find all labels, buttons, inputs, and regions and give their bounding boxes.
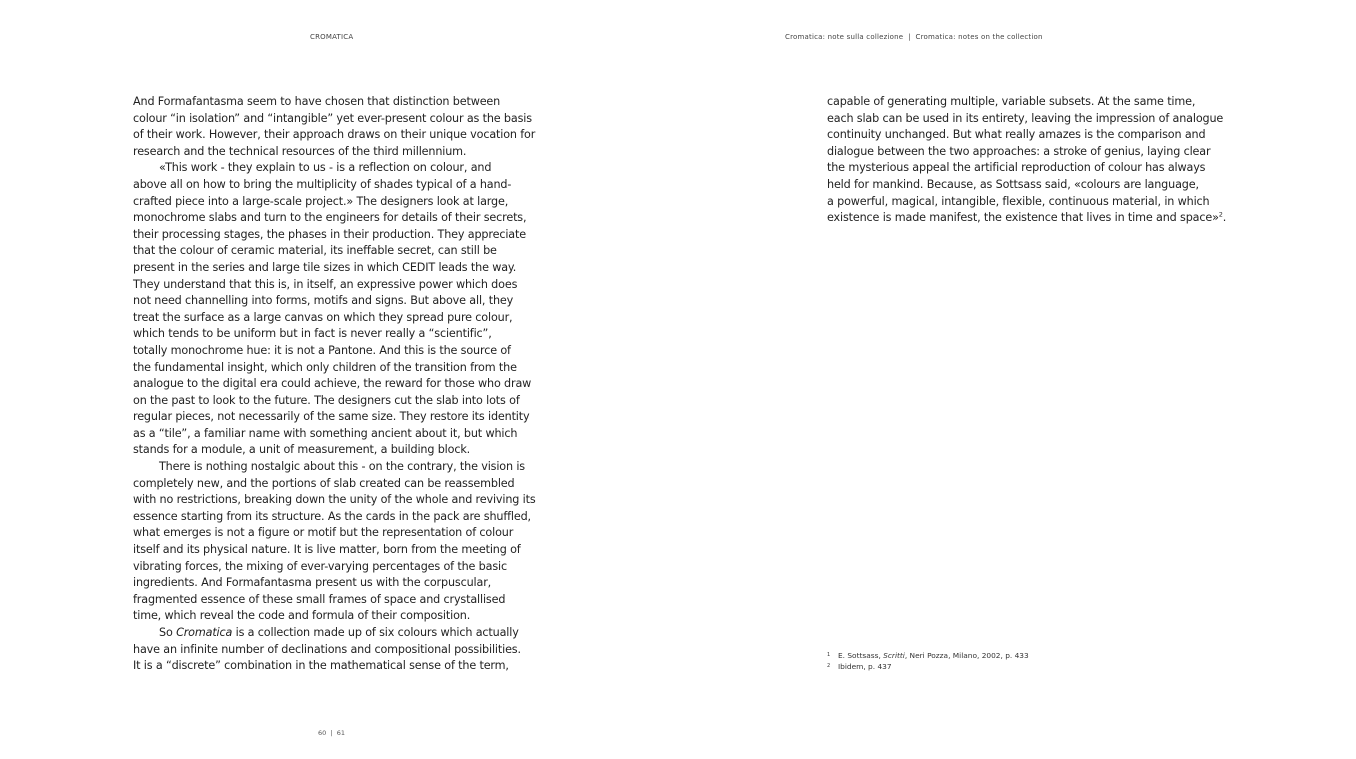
text-line: what emerges is not a figure or motif but the representation of colour <box>133 526 514 540</box>
running-head-left: CROMATICA <box>310 33 354 41</box>
text-line: It is a “discrete” combination in the mathematical sense of the term, <box>133 659 509 673</box>
text-fragment: is a collection made up of six colours which actually <box>232 626 519 639</box>
text-line: each slab can be used in its entirety, leaving the impression of analogue <box>827 111 1224 125</box>
text-line: not need channelling into forms, motifs and signs. But above all, they <box>133 294 514 308</box>
text-line: analogue to the digital era could achieve, the reward for those who draw <box>133 377 532 391</box>
text-line: which tends to be uniform but in fact is never really a “scientific”, <box>133 327 492 341</box>
left-page-body <box>133 94 553 675</box>
text-line: colour “in isolation” and “intangible” yet ever-present colour as the basis <box>133 111 532 125</box>
footnote-text: , Neri Pozza, Milano, 2002, p. 433 <box>904 651 1029 660</box>
footnote-ref[interactable]: 2 <box>1218 210 1223 219</box>
text-line: itself and its physical nature. It is live matter, born from the meeting of <box>133 543 521 557</box>
running-head-right: Cromatica: note sulla collezione | Cromatica: notes on the collection <box>785 33 1043 41</box>
collection-name: Cromatica <box>176 626 233 639</box>
text-line: They understand that this is, in itself, an expressive power which does <box>133 277 518 291</box>
text-line: ingredients. And Formafantasma present us with the corpuscular, <box>133 576 492 590</box>
text-line: essence starting from its structure. As the cards in the pack are shuffled, <box>133 509 531 523</box>
book-title: Scritti <box>883 651 905 660</box>
text-line: capable of generating multiple, variable subsets. At the same time, <box>827 95 1196 108</box>
text-line: with no restrictions, breaking down the unity of the whole and reviving its <box>133 493 536 507</box>
text-line: «This work - they explain to us - is a reflection on colour, and <box>159 161 492 175</box>
text-line: crafted piece into a large-scale project.» The designers look at large, <box>133 194 509 208</box>
text-line: the fundamental insight, which only children of the transition from the <box>133 360 517 374</box>
text-line: that the colour of ceramic material, its ineffable secret, can still be <box>133 244 497 258</box>
text-line: on the past to look to the future. The designers cut the slab into lots of <box>133 393 520 407</box>
text-line: dialogue between the two approaches: a stroke of genius, laying clear <box>827 144 1211 158</box>
footnote-number: 2 <box>827 663 831 669</box>
text-line: stands for a module, a unit of measurement, a building block. <box>133 443 471 457</box>
text-line: time, which reveal the code and formula of their composition. <box>133 609 471 623</box>
text-line: monochrome slabs and turn to the engineers for details of their secrets, <box>133 211 527 225</box>
text-line: treat the surface as a large canvas on which they spread pure colour, <box>133 310 513 324</box>
footnote-1 <box>827 650 1029 661</box>
text-line: totally monochrome hue: it is not a Pantone. And this is the source of <box>133 343 511 357</box>
footnote-2 <box>827 661 1029 672</box>
text-fragment: . <box>1222 211 1227 225</box>
text-line <box>133 625 553 642</box>
footnote-text: E. Sottsass, <box>838 651 884 660</box>
text-line: above all on how to bring the multiplicity of shades typical of a hand- <box>133 177 512 191</box>
footnote-number: 1 <box>827 652 831 658</box>
text-line: their processing stages, the phases in their production. They appreciate <box>133 227 526 241</box>
footnote-text: Ibidem, p. 437 <box>838 662 892 671</box>
text-line: the mysterious appeal the artificial reproduction of colour has always <box>827 161 1206 175</box>
text-fragment: So <box>159 626 177 639</box>
text-line: have an infinite number of declinations and compositional possibilities. <box>133 642 521 656</box>
text-line: vibrating forces, the mixing of ever-varying percentages of the basic <box>133 559 507 573</box>
text-line: of their work. However, their approach draws on their unique vocation for <box>133 128 536 142</box>
right-text-lines <box>827 94 1247 210</box>
text-fragment: existence is made manifest, the existence that lives in time and space» <box>827 211 1219 225</box>
text-line: as a “tile”, a familiar name with something ancient about it, but which <box>133 426 518 440</box>
text-line: continuity unchanged. But what really amazes is the comparison and <box>827 128 1206 142</box>
text-line: completely new, and the portions of slab created can be reassembled <box>133 476 515 490</box>
footnotes <box>827 650 1029 672</box>
text-line: present in the series and large tile sizes in which CEDIT leads the way. <box>133 260 517 274</box>
text-line: There is nothing nostalgic about this - on the contrary, the vision is <box>159 460 525 474</box>
page-numbers: 60 | 61 <box>318 729 345 737</box>
left-text-lines <box>133 94 553 625</box>
text-line: research and the technical resources of the third millennium. <box>133 144 467 158</box>
text-line: And Formafantasma seem to have chosen that distinction between <box>133 95 501 108</box>
text-line <box>827 210 1247 227</box>
text-line: regular pieces, not necessarily of the same size. They restore its identity <box>133 410 530 424</box>
right-page-body <box>827 94 1247 227</box>
text-line: held for mankind. Because, as Sottsass said, «colours are language, <box>827 177 1199 191</box>
text-line: a powerful, magical, intangible, flexible, continuous material, in which <box>827 194 1210 208</box>
text-line: fragmented essence of these small frames of space and crystallised <box>133 592 506 606</box>
